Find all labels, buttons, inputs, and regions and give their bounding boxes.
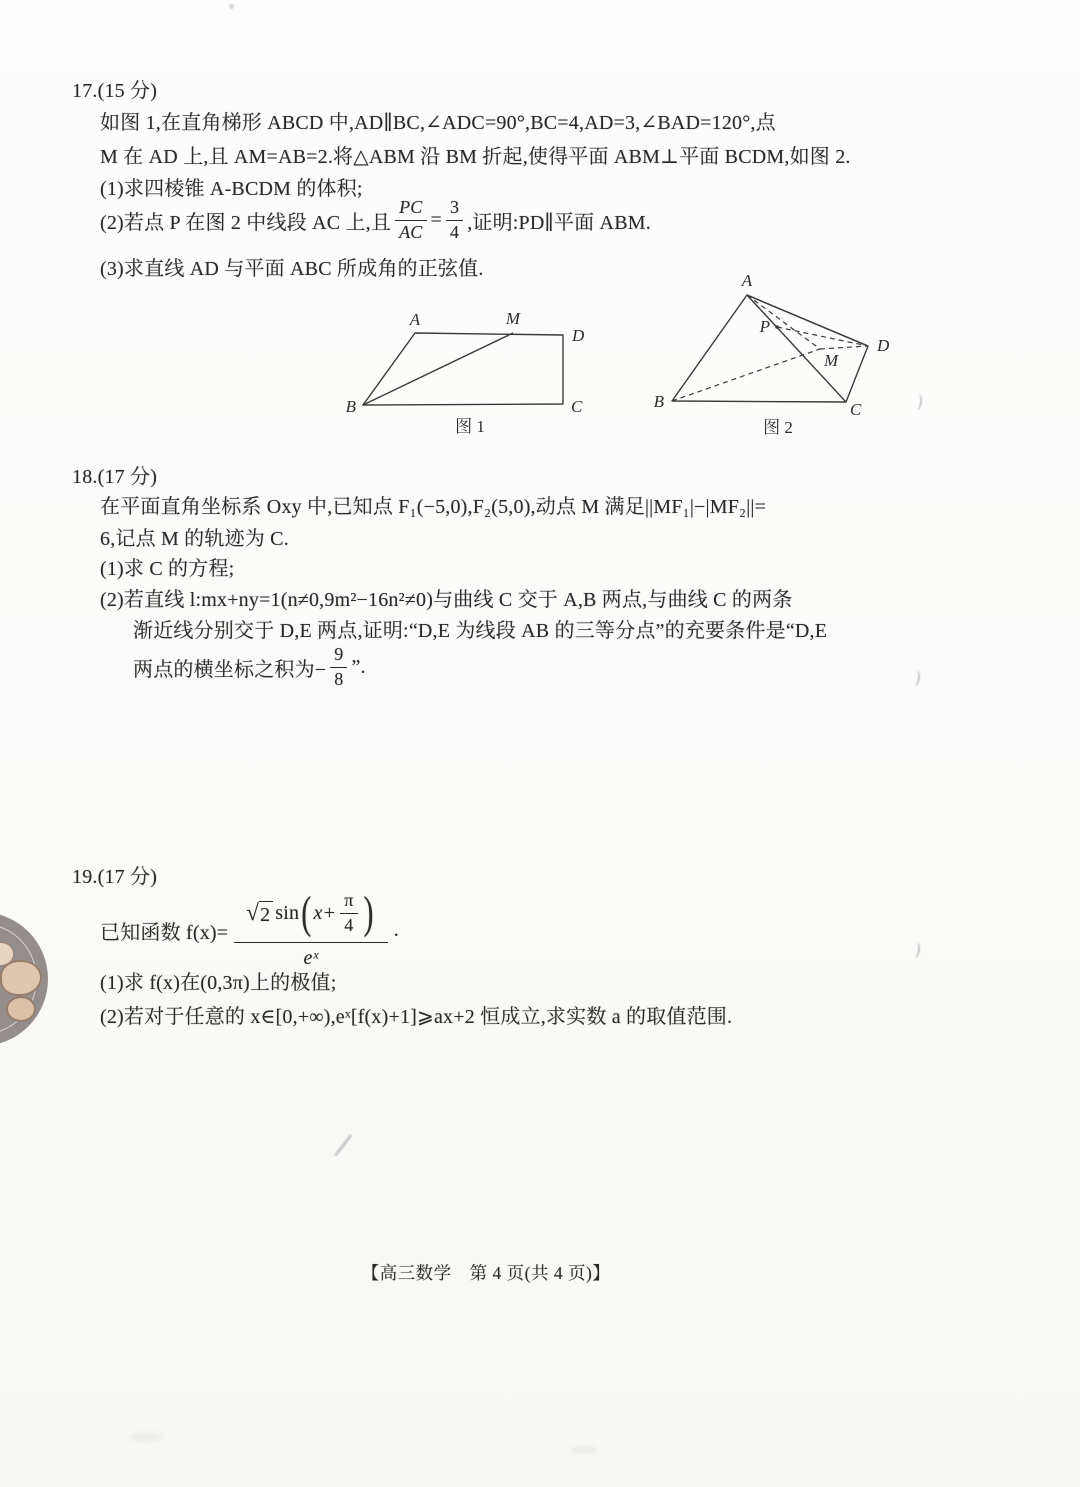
hidden-edge-bm <box>672 349 820 401</box>
problem-18-part2-line1: (2)若直线 l:mx+ny=1(n≠0,9m²−16n²≠0)与曲线 C 交于 A,B 两点,与曲线 C 的两条 <box>100 589 793 611</box>
problem-17-number: 17.(15 分) <box>72 80 158 102</box>
period: . <box>393 918 399 941</box>
page-footer: 【高三数学 第 4 页(共 4 页)】 <box>361 1263 611 1283</box>
problem-18-part2-line2: 渐近线分别交于 D,E 两点,证明:“D,E 为线段 AB 的三等分点”的充要条件是“D,E <box>133 620 828 642</box>
sqrt-2 <box>246 901 273 927</box>
fraction-denominator: 4 <box>449 221 460 242</box>
figure-2-solid <box>628 272 938 442</box>
left-paren: ( <box>301 888 312 938</box>
problem-17-part2-text-end: ,证明:PD∥平面 ABM. <box>467 211 651 234</box>
hidden-edge-md <box>820 346 868 349</box>
problem-18-line1: 在平面直角坐标系 Oxy 中,已知点 F₁(−5,0),F₂(5,0),动点 M 满足||MF₁|−|MF₂||= <box>100 496 767 518</box>
fraction-numerator: 9 <box>330 644 347 668</box>
problem-18-part1: (1)求 C 的方程; <box>100 558 235 580</box>
fraction-denominator: AC <box>399 221 423 242</box>
fraction-numerator: 3 <box>446 197 463 221</box>
sin-function: sin <box>275 902 300 924</box>
problem-17-part1: (1)求四棱锥 A-BCDM 的体积; <box>100 178 363 200</box>
problem-19-intro-text: 已知函数 f(x)= <box>100 921 229 944</box>
right-paren: ) <box>363 888 374 938</box>
fig1-label-C: C <box>571 397 583 416</box>
solid-outline <box>672 295 868 402</box>
fig2-label-P: P <box>759 317 770 336</box>
problem-19-part1: (1)求 f(x)在(0,3π)上的极值; <box>100 972 337 994</box>
mascot-watermark <box>0 912 48 1046</box>
fig2-caption: 图 2 <box>763 418 793 437</box>
bleed-through-mark <box>910 941 921 958</box>
radical-sign: √ <box>246 899 260 925</box>
trapezoid-outline <box>363 333 563 405</box>
bleed-through-mark <box>910 669 921 686</box>
equals-sign: = <box>430 208 442 231</box>
problem-18-part2-text-end: ”. <box>351 655 366 678</box>
problem-19-formula <box>100 882 399 978</box>
fig2-label-C: C <box>850 400 862 419</box>
problem-17-intro-line1: 如图 1,在直角梯形 ABCD 中,AD∥BC,∠ADC=90°,BC=4,AD=3,∠BAD=120°,点 <box>100 112 776 134</box>
fraction-pc-ac <box>395 197 426 243</box>
fig1-label-D: D <box>572 326 585 345</box>
problem-17-intro-line2: M 在 AD 上,且 AM=AB=2.将△ABM 沿 BM 折起,使得平面 ABM⊥平面 BCDM,如图 2. <box>100 146 851 168</box>
watermark-figure-paw2 <box>6 996 36 1022</box>
problem-17-part3: (3)求直线 AD 与平面 ABC 所成角的正弦值. <box>100 258 484 280</box>
scan-smudge <box>570 1446 598 1454</box>
problem-18-part2-text: 两点的横坐标之积为− <box>133 658 327 681</box>
scan-speck <box>229 4 234 9</box>
problem-18-part2-line3 <box>133 638 366 696</box>
display-fraction <box>234 890 387 969</box>
problem-18-line2: 6,记点 M 的轨迹为 C. <box>100 528 289 550</box>
display-fraction-denominator: eˣ <box>303 946 319 969</box>
radicand: 2 <box>259 901 273 927</box>
scan-smudge <box>130 1432 164 1442</box>
fraction-denominator: 4 <box>344 915 354 935</box>
figure-1-trapezoid <box>330 296 600 436</box>
fig2-label-B: B <box>653 392 664 411</box>
fraction-denominator: 8 <box>334 668 344 689</box>
problem-19-number: 19.(17 分) <box>72 866 158 888</box>
fig1-label-M: M <box>505 309 521 328</box>
display-fraction-numerator <box>234 890 387 942</box>
problem-19-part2: (2)若对于任意的 x∈[0,+∞),eˣ[f(x)+1]⩾ax+2 恒成立,求实数 a 的取值范围. <box>100 1006 733 1028</box>
problem-17-part2 <box>100 192 651 248</box>
fig2-label-D: D <box>877 336 890 355</box>
fig2-label-A: A <box>741 272 753 290</box>
stray-pen-slash <box>334 1134 352 1156</box>
fraction-pi-4 <box>340 890 357 936</box>
diagonal-bm <box>363 333 513 405</box>
fraction-9-8 <box>330 644 347 690</box>
fraction-3-4 <box>446 197 463 243</box>
fig2-label-M: M <box>824 351 839 370</box>
fraction-numerator: PC <box>395 197 426 221</box>
fig1-caption: 图 1 <box>455 417 485 436</box>
hidden-edge-am <box>747 295 820 349</box>
point-p-dot <box>775 325 779 329</box>
problem-18-number: 18.(17 分) <box>72 466 158 488</box>
fraction-numerator: π <box>340 890 357 914</box>
fig1-label-A: A <box>409 310 421 329</box>
argument-x-plus: x+ <box>313 902 337 924</box>
problem-17-part2-text: (2)若点 P 在图 2 中线段 AC 上,且 <box>100 211 392 234</box>
fig1-label-B: B <box>345 397 356 416</box>
